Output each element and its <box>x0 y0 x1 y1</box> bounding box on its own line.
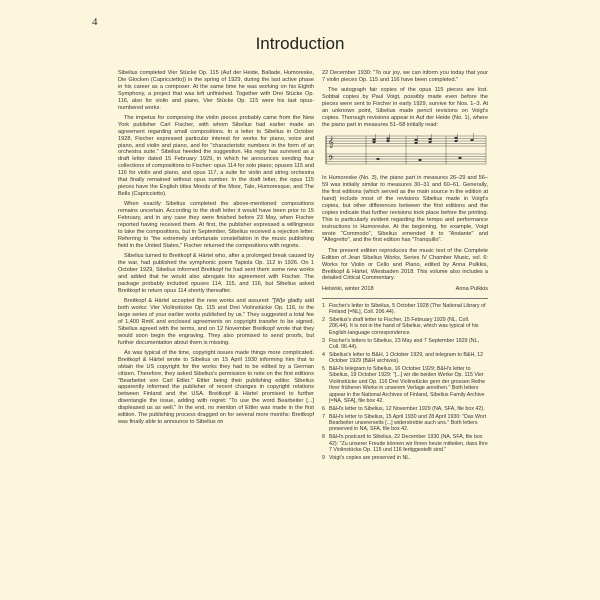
footnotes <box>322 303 488 461</box>
svg-text:𝄢: 𝄢 <box>328 155 334 166</box>
paragraph: The autograph fair copies of the opus 115 pieces are lost. Sobbal copies by Paul Voigt, possibly made even before the pieces were sent to Fischer in early 1929, survive for Nos. 1–3. At an unknown point, Sibelius made pencil revisions on Voigt's copies. Thorough revisions appear in Auf der Heide (No. 1), where the piano part in measures 51–58 initially read: <box>322 87 488 128</box>
paragraph: Sibelius turned to Breitkopf & Härtel who, after a prolonged break caused by the war, had published the symphonic poem Tapiola Op. 112 in 1926. On 1 October 1929, Sibelius informed Breitkopf he had sent them some new works and added that he would also abrogate his agreement with Fischer. The package probably included opuses 114, 115, and 116, but Sibelius asked Breitkopf to return opus 114 shortly thereafter. <box>118 253 314 294</box>
footnote: 8 B&H's postcard to Sibelius, 22 December 1930 (NA, SFA, file box 42): "Zu unserer Freude können wir Ihnen heute mitteilen, dass Ihre 7 Violinstücke Op. 115 und 116 fertiggestellt sind." <box>322 434 488 454</box>
footnote-divider <box>322 298 488 299</box>
paragraph: Sibelius completed Vier Stücke Op. 115 (Auf der Heide, Ballade, Humoreske, Die Glocken (Capriccietto)) in the spring of 1929, during the last active phase in his career as a composer. At the same time he was working on his Eighth Symphony, a project that was left unfinished. Together with Drei Stücke Op. 116, also for violin and piano, Vier Stücke Op. 115 were his last opus-numbered works. <box>118 70 314 111</box>
paragraph: The present edition reproduces the music text of the Complete Edition of Jean Sibelius Works, Series IV Chamber Music, vol. 6: Works for Violin or Cello and Piano, edited by Anna Pulkkis, Breitkopf & Härtel, Wiesbaden 2018. This volume also includes a detailed Critical Commentary. <box>322 247 488 282</box>
signature-place-date: Helsinki, winter 2018 <box>322 285 374 292</box>
footnote: 7 B&H's letter to Sibelius, 15 April 1930 and 28 April 1930: "Das Wort Bearbeiter unsererseits [...] widerstrebte auch uns." Both letters preserved in NA, SFA, file box 42. <box>322 413 487 433</box>
svg-text:𝄞: 𝄞 <box>328 137 334 149</box>
music-example <box>322 132 488 170</box>
footnote: 3 Fischer's letters to Sibelius, 23 May and 7 September 1929 (NL, Coll. 06.44). <box>322 337 479 350</box>
page-title: Introduction <box>255 34 345 53</box>
paragraph: In Humoreske (No. 3), the piano part in measures 26–29 and 56–59 was initially similar to measures 30–31 and 60–61. Generally, the first editions (which served as the main source in the edition at hand) include most of the revisions Sibelius made in Voigt's copies, but other differences between the first editions and the copies indicate that further revisions took place before the printing. This is particularly evident regarding the tempo and performance instructions in Humoreske. At the beginning, for example, Voigt wrote "Commodo", Sibelius emended it to "Andante" and "Allegretto", and the first edition has "Tranquillo". <box>322 175 488 244</box>
paragraph: As was typical of the time, copyright issues made things more complicated. Breitkopf & Härtel wrote to Sibelius on 15 April 1930 informing him that to obtain the US copyright for the works they had to be edited by a German citizen. Therefore, they asked Sibelius's permission to note on the first editions "Bearbeitet von Carl Ettler." Ettler being their publishing editor. Sibelius apparently informed the publisher of recent changes in copyright relations between Finland and the USA. Breitkopf & Härtel promised to further disentangle the issue, adding with regret: "To use the word Bearbeiter [...] displeased us as well." In the end, no mention of Ettler was made in the first edition. The publishing process dragged on for several more months: Breitkopf was finally able to announce to Sibelius on <box>118 349 314 425</box>
footnote: 2 Sibelius's draft letter to Fischer, 15 February 1929 (NL, Coll. 206.44). It is not in the hand of Sibelius, which was typical of his English-language correspondence. <box>322 316 479 336</box>
paragraph: The impetus for composing the violin pieces probably came from the New York publisher Carl Fischer, with whom Sibelius had earlier made an agreement regarding small compositions. In a letter to Sibelius in October 1928, Fischer expressed particular interest for works for piano, voice and piano, and violin and piano, and for "characteristic numbers in the form of an orchestra suite." Sibelius heeded the suggestion. His reply has survived as a draft letter dated 15 February 1929, in which he announces sending four collections of compositions to Fischer: opus 114 for solo piano; opuses 115 and 116 for violin and piano, and opus 117, a suite for violin and string orchestra that finally remained without opus number. In the draft letter, the opus 115 pieces have the English titles Moods of the Moor, Tale, Humoresque, and The Bells (Capriccietto). <box>118 114 314 197</box>
signature-author: Anna Pulkkis <box>455 285 488 292</box>
page-number: 4 <box>92 16 98 28</box>
footnote: 9 Voigt's copies are preserved in NL. <box>322 454 411 461</box>
footnote: 5 B&H's telegram to Sibelius, 16 October 1929; B&H's letter to Sibelius, 19 October 1929: "[...] wir die beiden Werke Op. 115 Vier Violinstücke und Op. 116 Drei Violinstücke gern der grossen Reihe Ihrer früheren Werke in unserem Verlage anreihen." Both letters appear in the National Archives of Finland, Sibelius Family Archive [=NA, SFA], file box 42. <box>322 365 486 404</box>
paragraph: 22 December 1930: "To our joy, we can inform you today that your 7 violin pieces Op. 115 and 116 have been completed." <box>322 70 488 83</box>
signature <box>322 286 488 293</box>
paragraph: When exactly Sibelius completed the above-mentioned compositions remains uncertain. According to the draft letter it would have been prior to 15 February, and in any case they were finished before 23 May, when Fischer reported having received them. At first, the publisher expressed a willingness to take the compositions, but in September, Sibelius received a rejection letter. Referring to "the extremely unfortunate constellation in the music publishing field in the United States," Fischer returned the compositions with regrets. <box>118 201 314 249</box>
paragraph: Breitkopf & Härtel accepted the new works and assured: "[W]e gladly add both works: Vier Violinstücke Op. 115 and Drei Violinstücke Op. 116, to the large series of your earlier works published by us." They suggested a total fee of 1,400 RmK and enclosed agreements on copyright transfer to be signed. Sibelius agreed with the terms, and on 12 November Breitkopf wrote that they would soon begin the engraving. They also promised to send proofs, but further documentation about them is missing. <box>118 298 314 346</box>
right-column <box>322 70 488 463</box>
footnote: 4 Sibelius's letter to B&H, 1 October 1929, and telegram to B&H, 12 October 1929 (B&H archives). <box>322 351 484 365</box>
footnote: 6 B&H's letter to Sibelius, 12 November 1929 (NA, SFA, file box 42). <box>322 405 485 412</box>
footnote: 1 Fischer's letter to Sibelius, 5 October 1928 (The National Library of Finland [=NL], Coll. 206.44). <box>322 302 486 316</box>
left-column <box>118 70 314 429</box>
